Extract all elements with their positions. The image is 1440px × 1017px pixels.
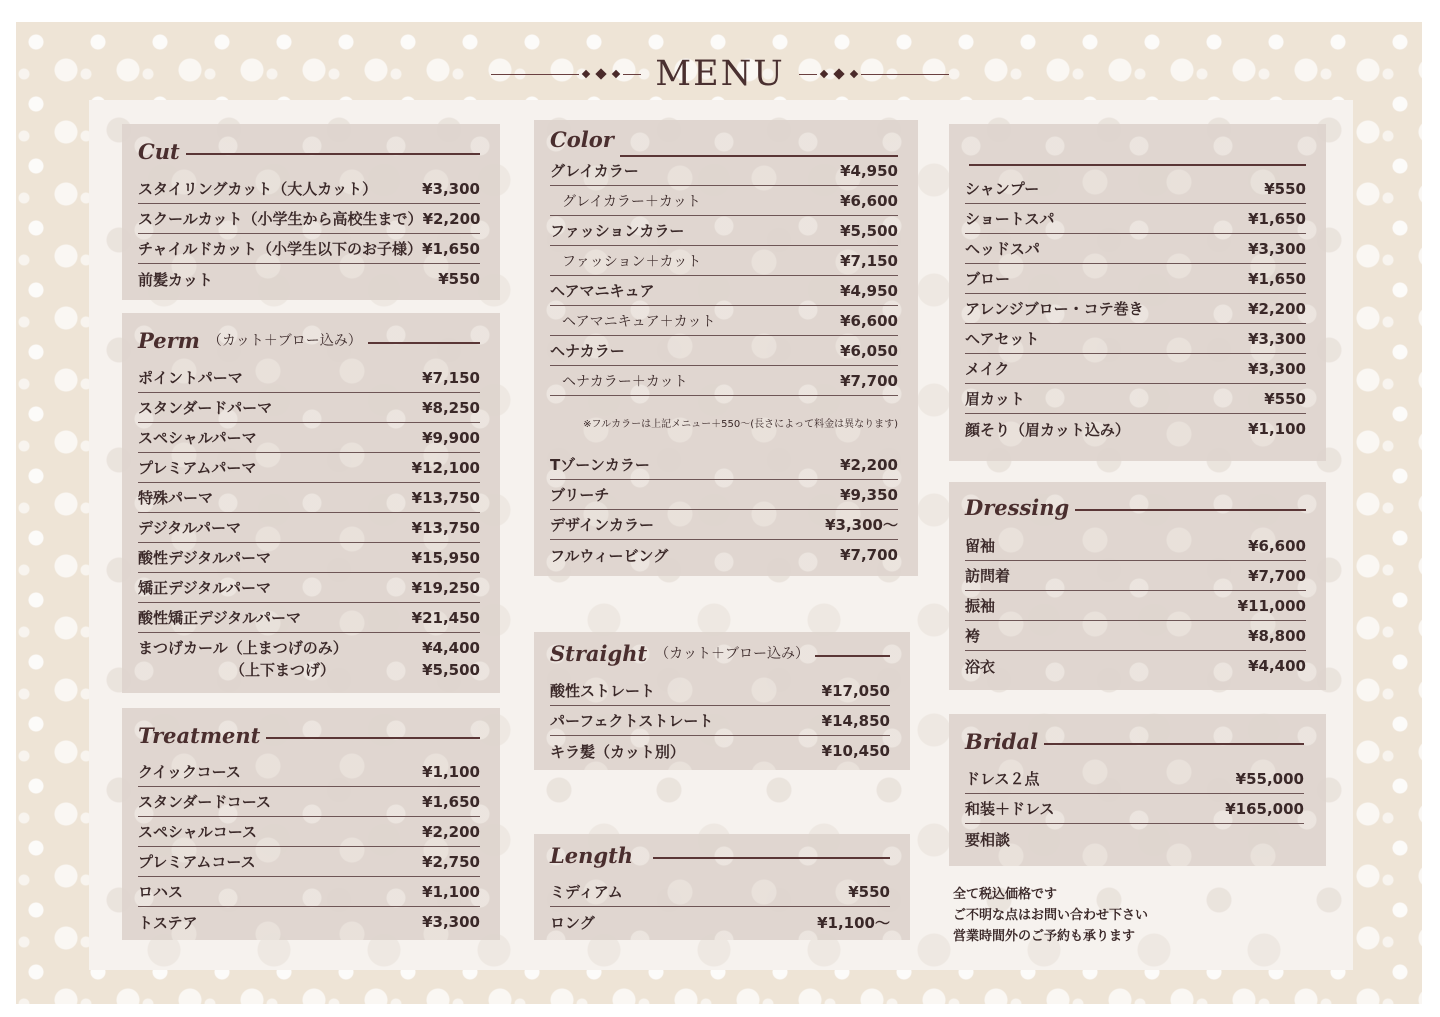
- item-name: 矯正デジタルパーマ: [138, 579, 272, 597]
- item-price: ¥19,250: [411, 578, 480, 597]
- item-price: ¥3,300: [422, 179, 480, 198]
- item-price: ¥13,750: [411, 488, 480, 507]
- menu-item: [550, 450, 898, 480]
- item-name: Tゾーンカラー: [550, 456, 650, 474]
- item-name: 酸性ストレート: [550, 682, 656, 700]
- item-price: ¥3,300: [422, 913, 480, 931]
- item-name: デザインカラー: [550, 516, 654, 534]
- color-note: ※フルカラーは上記メニュー＋550〜(長さによって料金は異なります): [583, 419, 898, 430]
- menu-item: [550, 706, 890, 736]
- item-name: 酸性デジタルパーマ: [138, 549, 272, 567]
- item-name: パーフェクトストレート: [550, 712, 714, 730]
- perm-header: [138, 323, 480, 357]
- item-name: ヘアマニキュア: [550, 282, 655, 300]
- item-name: 顔そり（眉カット込み）: [965, 420, 1130, 439]
- menu-item: [965, 764, 1304, 794]
- menu-item: [138, 204, 480, 234]
- item-name: ファッションカラー: [550, 222, 685, 240]
- menu-item: [550, 186, 898, 216]
- perm-list: [138, 363, 480, 681]
- item-price: ¥9,350: [840, 485, 898, 504]
- menu-item: [965, 294, 1306, 324]
- menu-item: [550, 216, 898, 246]
- item-price: ¥21,450: [411, 608, 480, 627]
- item-price: ¥17,050: [821, 681, 890, 700]
- item-price: ¥6,600: [1248, 536, 1306, 555]
- item-price: ¥1,100: [1248, 420, 1306, 438]
- menu-item: [138, 174, 480, 204]
- footnote-reservation: 営業時間外のご予約も承ります: [953, 929, 1136, 944]
- item-name: 浴衣: [965, 657, 996, 676]
- item-price: ¥55,000: [1235, 769, 1304, 788]
- perm-section: [122, 313, 500, 693]
- item-price: ¥15,950: [411, 548, 480, 567]
- treatment-header: [138, 718, 480, 752]
- menu-item: [965, 824, 1304, 854]
- item-price: ¥1,650: [422, 239, 480, 258]
- menu-item: [965, 324, 1306, 354]
- item-price: ¥3,300: [1248, 239, 1306, 258]
- item-name: スペシャルコース: [138, 823, 257, 841]
- menu-item: [550, 676, 890, 706]
- ornament-right: [799, 69, 949, 79]
- menu-item: [965, 204, 1306, 234]
- item-name: アレンジブロー・コテ巻き: [965, 300, 1144, 318]
- item-name: 留袖: [965, 537, 996, 555]
- footnote-tax: 全て税込価格です: [953, 887, 1058, 902]
- cut-title: Cut: [138, 138, 180, 164]
- divider: [186, 153, 480, 155]
- divider: [653, 857, 890, 859]
- footnote-inquiry: ご不明な点はお問い合わせ下さい: [953, 908, 1149, 923]
- menu-item: [965, 264, 1306, 294]
- menu-item: [965, 561, 1306, 591]
- divider: [1075, 509, 1306, 511]
- menu-item: [138, 363, 480, 393]
- menu-item: [138, 573, 480, 603]
- item-name: フルウィービング: [550, 546, 669, 565]
- item-name: ファッション＋カット: [562, 253, 702, 270]
- item-price: ¥550: [438, 270, 480, 288]
- item-name: シャンプー: [965, 180, 1040, 198]
- item-price: ¥3,300〜: [825, 516, 898, 534]
- menu-item: [550, 907, 890, 937]
- color-header: [550, 122, 898, 156]
- item-price: ¥4,950: [840, 161, 898, 180]
- menu-item: [550, 276, 898, 306]
- bridal-section: [949, 714, 1326, 866]
- menu-item: [138, 264, 480, 294]
- item-name: ヘナカラー: [550, 342, 625, 360]
- item-price: ¥1,100: [422, 762, 480, 781]
- item-price: [422, 637, 480, 681]
- eyelash-price-both: ¥5,500: [422, 661, 480, 679]
- item-price: ¥7,150: [840, 251, 898, 270]
- item-price: ¥1,650: [1248, 269, 1306, 288]
- item-name: ロング: [550, 913, 595, 932]
- item-name: プレミアムコース: [138, 853, 256, 871]
- item-price: ¥12,100: [411, 458, 480, 477]
- menu-item: [965, 234, 1306, 264]
- ornament-left: [491, 69, 641, 79]
- straight-header: [550, 636, 890, 670]
- item-name: 和装＋ドレス: [965, 800, 1055, 818]
- menu-item: [550, 336, 898, 366]
- menu-item: [138, 453, 480, 483]
- item-name: トステア: [138, 913, 198, 932]
- item-name: クイックコース: [138, 763, 241, 781]
- length-section: [534, 834, 910, 940]
- item-name: プレミアムパーマ: [138, 459, 257, 477]
- length-header: [550, 838, 890, 872]
- menu-item: [550, 366, 898, 396]
- cut-section: [122, 124, 500, 300]
- perm-title: Perm: [138, 327, 200, 353]
- item-price: ¥2,200: [1248, 299, 1306, 318]
- item-name: ミディアム: [550, 883, 623, 901]
- bridal-list: [965, 764, 1304, 854]
- dressing-header: [965, 490, 1306, 524]
- item-name: ヘッドスパ: [965, 240, 1040, 258]
- menu-item: [550, 736, 890, 766]
- bridal-title: Bridal: [965, 728, 1039, 754]
- item-name: スタイリングカット（大人カット）: [138, 180, 378, 198]
- length-title: Length: [550, 842, 634, 868]
- item-name: メイク: [965, 360, 1010, 378]
- menu-item-eyelash: [138, 633, 480, 681]
- item-price: ¥7,150: [422, 368, 480, 387]
- item-name: スタンダードパーマ: [138, 399, 273, 417]
- treatment-section: [122, 708, 500, 940]
- menu-item: [138, 543, 480, 573]
- item-name: 特殊パーマ: [138, 489, 214, 507]
- item-name: ドレス２点: [965, 770, 1040, 788]
- item-price: ¥7,700: [840, 546, 898, 564]
- menu-item: [965, 651, 1306, 681]
- menu-item: [965, 414, 1306, 444]
- divider: [368, 342, 480, 344]
- menu-item: [138, 847, 480, 877]
- menu-item: [138, 817, 480, 847]
- dressing-section: [949, 482, 1326, 690]
- item-price: ¥2,200: [422, 209, 481, 228]
- color-list: [550, 156, 898, 396]
- item-name: デジタルパーマ: [138, 519, 242, 537]
- item-name: グレイカラー＋カット: [562, 193, 701, 210]
- item-price: ¥5,500: [840, 221, 898, 240]
- straight-list: [550, 676, 890, 766]
- straight-note: （カット＋ブロー込み）: [655, 646, 810, 662]
- menu-item: [550, 540, 898, 570]
- other-header: [965, 134, 1306, 168]
- item-price: ¥1,650: [422, 792, 480, 811]
- item-price: ¥3,300: [1248, 329, 1306, 348]
- footnotes: [953, 884, 1148, 947]
- eyelash-price-upper: ¥4,400: [422, 639, 480, 657]
- item-name: 前髪カット: [138, 270, 213, 289]
- item-price: ¥9,900: [422, 428, 480, 447]
- item-price: ¥6,050: [840, 341, 898, 360]
- item-name: ヘアセット: [965, 330, 1040, 348]
- color-list-extra: [550, 450, 898, 570]
- bridal-header: [965, 724, 1304, 758]
- item-name: 振袖: [965, 597, 996, 615]
- menu-item: [138, 877, 480, 907]
- item-price: ¥13,750: [411, 518, 480, 537]
- item-price: ¥165,000: [1225, 799, 1304, 818]
- menu-item: [138, 757, 480, 787]
- divider: [815, 655, 890, 657]
- menu-item: [550, 510, 898, 540]
- item-name: キラ髪（カット別）: [550, 742, 685, 761]
- menu-item: [138, 603, 480, 633]
- item-price: ¥8,250: [422, 398, 480, 417]
- other-section: [949, 124, 1326, 461]
- divider: [969, 164, 1306, 166]
- menu-title: MENU: [655, 54, 785, 94]
- item-price: ¥4,400: [1248, 657, 1306, 675]
- item-name: スタンダードコース: [138, 793, 272, 811]
- dressing-title: Dressing: [965, 494, 1070, 520]
- item-name: チャイルドカット（小学生以下のお子様）: [138, 240, 422, 258]
- item-price: ¥1,100〜: [817, 913, 890, 932]
- eyelash-name-both: （上下まつげ）: [230, 661, 336, 679]
- color-title: Color: [550, 126, 614, 152]
- item-price: ¥8,800: [1248, 626, 1306, 645]
- cut-header: [138, 134, 480, 168]
- eyelash-name-upper: まつげカール（上まつげのみ）: [138, 639, 348, 657]
- item-price: ¥10,450: [821, 742, 890, 760]
- menu-item: [138, 393, 480, 423]
- item-price: ¥2,200: [840, 455, 898, 474]
- dressing-list: [965, 531, 1306, 681]
- item-price: ¥550: [848, 882, 890, 901]
- item-name: ポイントパーマ: [138, 369, 243, 387]
- menu-item: [965, 794, 1304, 824]
- item-name: [138, 637, 348, 681]
- item-price: ¥7,700: [840, 371, 898, 390]
- menu-item: [138, 513, 480, 543]
- item-price: ¥550: [1264, 179, 1306, 198]
- item-price: ¥3,300: [1248, 359, 1306, 378]
- item-price: ¥14,850: [821, 711, 890, 730]
- straight-title: Straight: [550, 640, 648, 666]
- treatment-list: [138, 757, 480, 937]
- item-price: ¥7,700: [1248, 566, 1306, 585]
- menu-item: [550, 156, 898, 186]
- color-section: [534, 120, 918, 576]
- item-name: ブロー: [965, 270, 1011, 288]
- item-name: ショートスパ: [965, 210, 1055, 228]
- divider: [1044, 743, 1304, 745]
- straight-section: [534, 632, 910, 770]
- menu-item: [965, 384, 1306, 414]
- divider: [266, 737, 480, 739]
- menu-item: [965, 174, 1306, 204]
- item-name: ヘアマニキュア＋カット: [562, 313, 716, 330]
- item-name: 要相談: [965, 830, 1011, 849]
- menu-item: [550, 480, 898, 510]
- menu-item: [550, 877, 890, 907]
- item-name: ヘナカラー＋カット: [562, 373, 688, 390]
- menu-header: [0, 52, 1440, 96]
- menu-item: [965, 591, 1306, 621]
- item-name: スクールカット（小学生から高校生まで）: [138, 210, 423, 228]
- item-price: ¥6,600: [840, 311, 898, 330]
- menu-item: [138, 423, 480, 453]
- perm-note: （カット＋ブロー込み）: [207, 333, 362, 349]
- item-price: ¥2,750: [422, 852, 480, 871]
- item-name: ブリーチ: [550, 486, 610, 504]
- menu-item: [138, 907, 480, 937]
- item-price: ¥11,000: [1237, 596, 1306, 615]
- item-price: ¥6,600: [840, 191, 898, 210]
- item-name: 酸性矯正デジタルパーマ: [138, 609, 302, 627]
- item-price: ¥2,200: [422, 822, 480, 841]
- menu-item: [965, 531, 1306, 561]
- menu-item: [138, 483, 480, 513]
- cut-list: [138, 174, 480, 294]
- item-name: 袴: [965, 627, 981, 645]
- item-price: ¥1,100: [422, 882, 480, 901]
- length-list: [550, 877, 890, 937]
- item-name: 訪問着: [965, 567, 1011, 585]
- menu-item: [550, 246, 898, 276]
- other-list: [965, 174, 1306, 444]
- item-name: 眉カット: [965, 390, 1025, 408]
- item-price: ¥4,950: [840, 281, 898, 300]
- item-name: グレイカラー: [550, 162, 639, 180]
- menu-item: [138, 787, 480, 817]
- menu-item: [550, 306, 898, 336]
- item-name: スペシャルパーマ: [138, 429, 257, 447]
- treatment-title: Treatment: [138, 722, 261, 748]
- menu-item: [965, 621, 1306, 651]
- item-price: ¥1,650: [1248, 209, 1306, 228]
- item-name: ロハス: [138, 883, 184, 901]
- menu-item: [138, 234, 480, 264]
- menu-item: [965, 354, 1306, 384]
- item-price: ¥550: [1264, 389, 1306, 408]
